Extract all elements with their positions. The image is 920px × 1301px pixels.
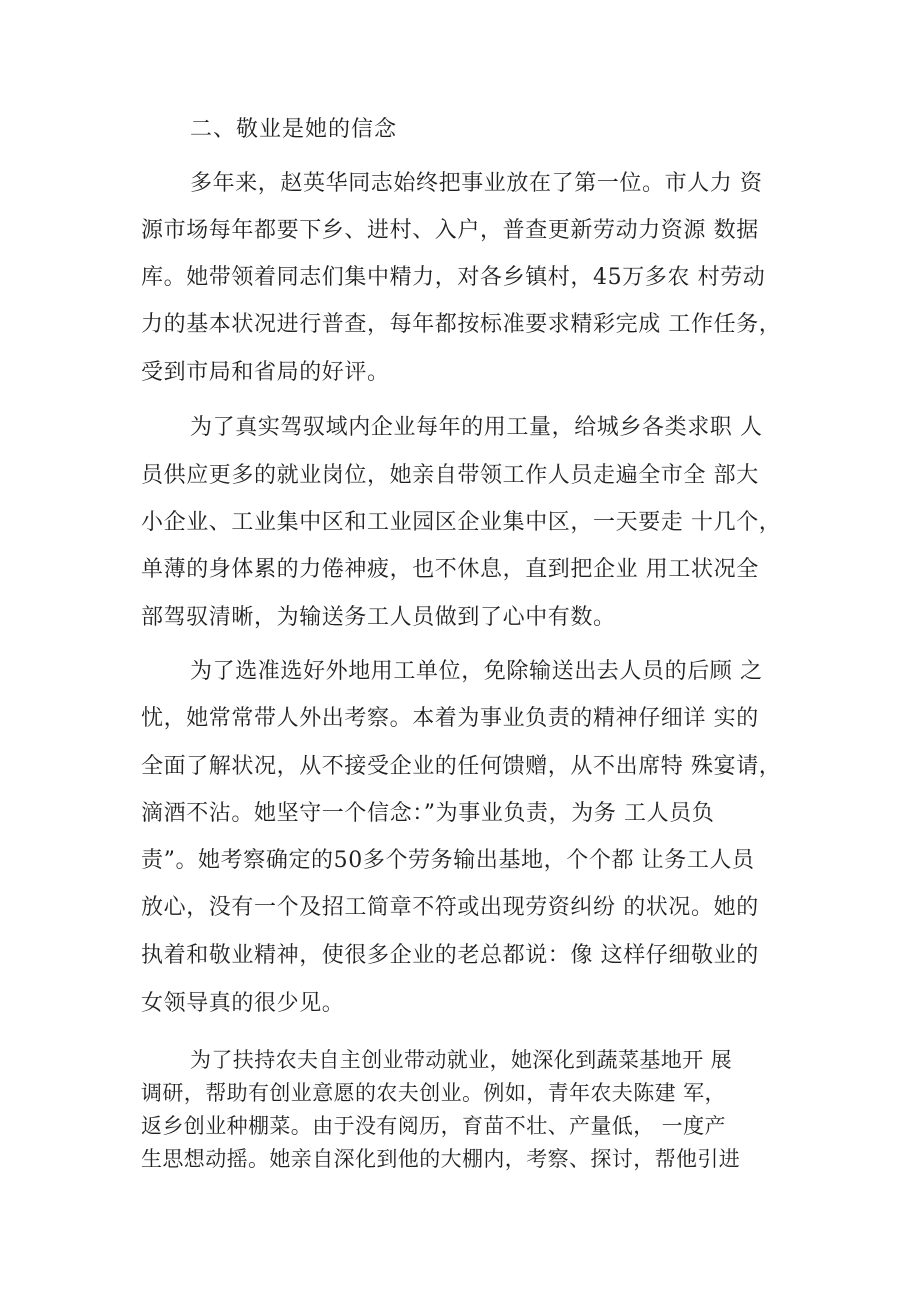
paragraph-3-line-8: 女领导真的很少见。 [141,991,345,1016]
paragraph-1-line-3: 库。她带领着同志们集中精力，对各乡镇村，45万多农 村劳动 [141,265,766,290]
paragraph-4-line-3: 返乡创业种棚菜。由于没有阅历，育苗不壮、产量低， 一度产 [141,1114,726,1138]
paragraph-3-line-7: 执着和敬业精神，使很多企业的老总都说：像 这样仔细敬业的 [141,943,759,968]
paragraph-2-line-3: 小企业、工业集中区和工业园区企业集中区，一天要走 十几个， [141,510,782,535]
paragraph-3-line-3: 全面了解状况，从不接受企业的任何馈赠，从不出席特 殊宴请， [141,754,782,779]
paragraph-4-line-1: 为了扶持农夫自主创业带动就业，她深化到蔬菜基地开 展 [190,1048,733,1072]
paragraph-2-line-1: 为了真实驾驭域内企业每年的用工量，给城乡各类求职 人 [190,415,763,440]
paragraph-1-line-2: 源市场每年都要下乡、进村、入户，普查更新劳动力资源 数据 [141,218,759,243]
paragraph-3-line-4: 滴酒不沾。她坚守一个信念：”为事业负责，为务 工人员负 [141,801,715,826]
paragraph-3-line-2: 忧，她常常带人外出考察。本着为事业负责的精神仔细详 实的 [141,706,759,731]
paragraph-2-line-5: 部驾驭清晰，为输送务工人员做到了心中有数。 [141,605,616,630]
paragraph-4-line-2: 调研，帮助有创业意愿的农夫创业。例如，青年农夫陈建 军， [141,1081,726,1105]
paragraph-2-line-2: 员供应更多的就业岗位，她亲自带领工作人员走遍全市全 部大 [141,463,759,488]
paragraph-3-line-6: 放心，没有一个及招工简章不符或出现劳资纠纷 的状况。她的 [141,895,759,920]
paragraph-1-line-5: 受到市局和省局的好评。 [141,360,390,385]
paragraph-1-line-1: 多年来，赵英华同志始终把事业放在了第一位。市人力 资 [190,171,763,196]
paragraph-2-line-4: 单薄的身体累的力倦神疲，也不休息，直到把企业 用工状况全 [141,557,759,582]
paragraph-1-line-4: 力的基本状况进行普查，每年都按标准要求精彩完成 工作任务， [141,312,782,337]
paragraph-3-line-5: 责”。她考察确定的50多个劳务输出基地，个个都 让务工人员 [141,848,755,873]
paragraph-3-line-1: 为了选准选好外地用工单位，免除输送出去人员的后顾 之 [190,659,763,684]
paragraph-4-line-4: 生思想动摇。她亲自深化到他的大棚内，考察、探讨，帮他引进 [141,1147,741,1171]
section-heading: 二、敬业是她的信念 [190,117,398,142]
